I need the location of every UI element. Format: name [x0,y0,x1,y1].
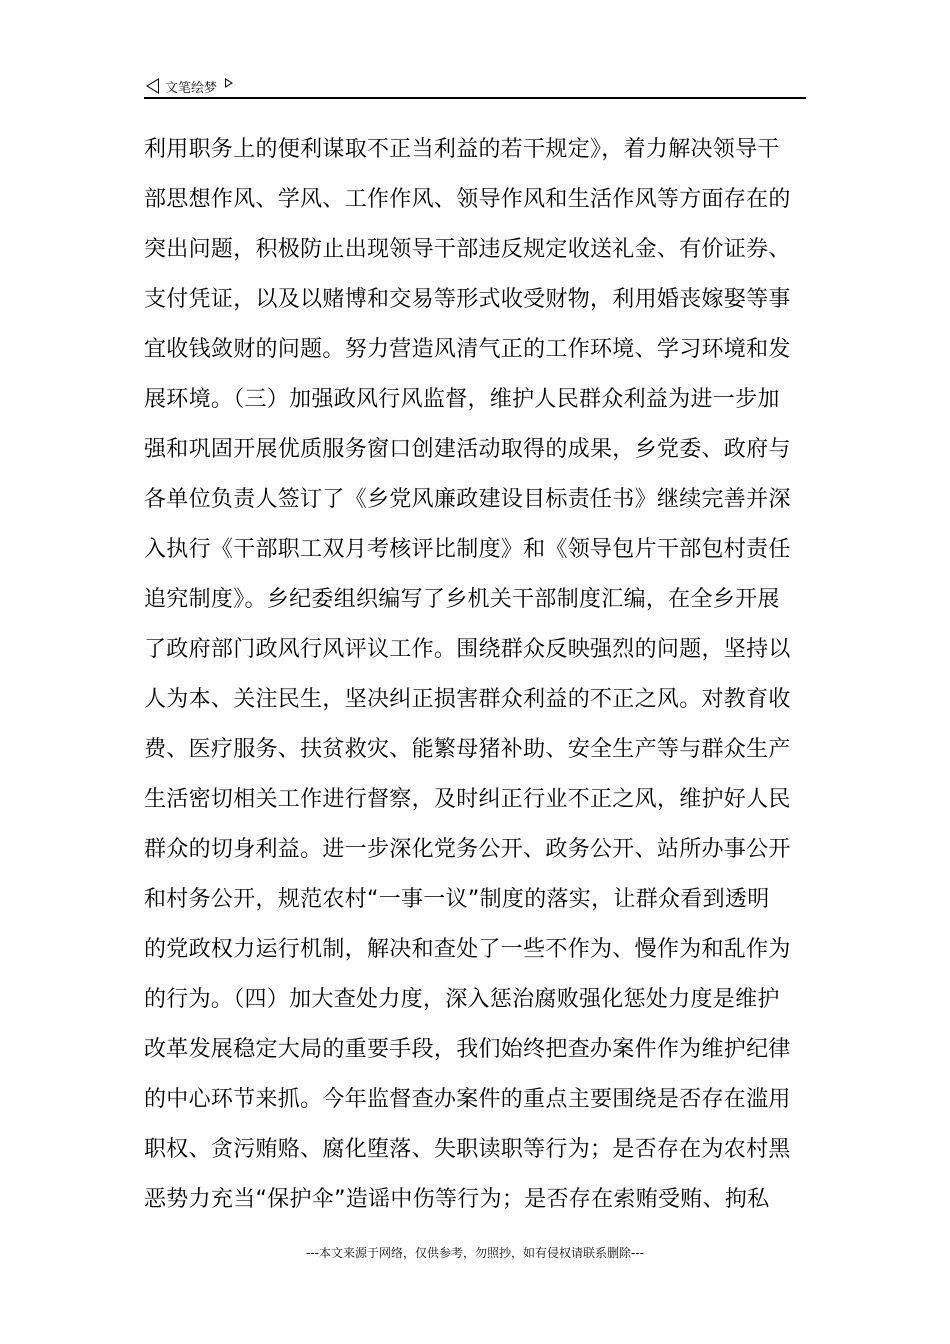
body-line: 强和巩固开展优质服务窗口创建活动取得的成果，乡党委、政府与 [144,437,791,462]
body-line: 和村务公开，规范农村“一事一议”制度的落实，让群众看到透明 [144,887,770,912]
body-line: 改革发展稳定大局的重要手段，我们始终把查办案件作为维护纪律 [144,1037,791,1062]
body-line: 利用职务上的便利谋取不正当利益的若干规定》，着力解决领导干 [144,137,780,162]
body-line: 人为本、关注民生，坚决纠正损害群众利益的不正之风。对教育收 [144,687,791,712]
body-line: 追究制度》。乡纪委组织编写了乡机关干部制度汇编，在全乡开展 [144,587,780,612]
body-line: 恶势力充当“保护伞”造谣中伤等行为；是否存在索贿受贿、拘私 [144,1187,770,1212]
body-line: 群众的切身利益。进一步深化党务公开、政务公开、站所办事公开 [144,837,791,862]
triangle-left-icon [146,78,159,94]
footer-notice: ---本文来源于网络，仅供参考，勿照抄，如有侵权请联系删除--- [306,1246,644,1260]
page-header [146,74,806,98]
header-title: 文笔绘梦 [165,80,218,96]
body-line: 的党政权力运行机制，解决和查处了一些不作为、慢作为和乱作为 [144,937,791,962]
header-divider [144,97,806,99]
body-line: 突出问题，积极防止出现领导干部违反规定收送礼金、有价证券、 [144,237,791,262]
body-line: 支付凭证，以及以赌博和交易等形式收受财物，利用婚丧嫁娶等事 [144,287,791,312]
body-line: 各单位负责人签订了《乡党风廉政建设目标责任书》继续完善并深 [144,487,791,512]
body-line: 了政府部门政风行风评议工作。围绕群众反映强烈的问题，坚持以 [144,637,791,662]
document-body [144,125,806,1225]
body-line: 部思想作风、学风、工作作风、领导作风和生活作风等方面存在的 [144,187,791,212]
body-line: 费、医疗服务、扶贫救灾、能繁母猪补助、安全生产等与群众生产 [144,737,791,762]
body-line: 职权、贪污贿赂、腐化堕落、失职读职等行为；是否存在为农村黑 [144,1137,791,1162]
body-line: 宜收钱敛财的问题。努力营造风清气正的工作环境、学习环境和发 [144,337,791,362]
body-line: 生活密切相关工作进行督察，及时纠正行业不正之风，维护好人民 [144,787,791,812]
body-line: 展环境。（三）加强政风行风监督，维护人民群众利益为进一步加 [144,387,780,412]
triangle-right-icon [225,78,233,88]
body-line: 入执行《干部职工双月考核评比制度》和《领导包片干部包村责任 [144,537,791,562]
body-line: 的中心环节来抓。今年监督查办案件的重点主要围绕是否存在滥用 [144,1087,791,1112]
body-line: 的行为。（四）加大查处力度，深入惩治腐败强化惩处力度是维护 [144,987,780,1012]
